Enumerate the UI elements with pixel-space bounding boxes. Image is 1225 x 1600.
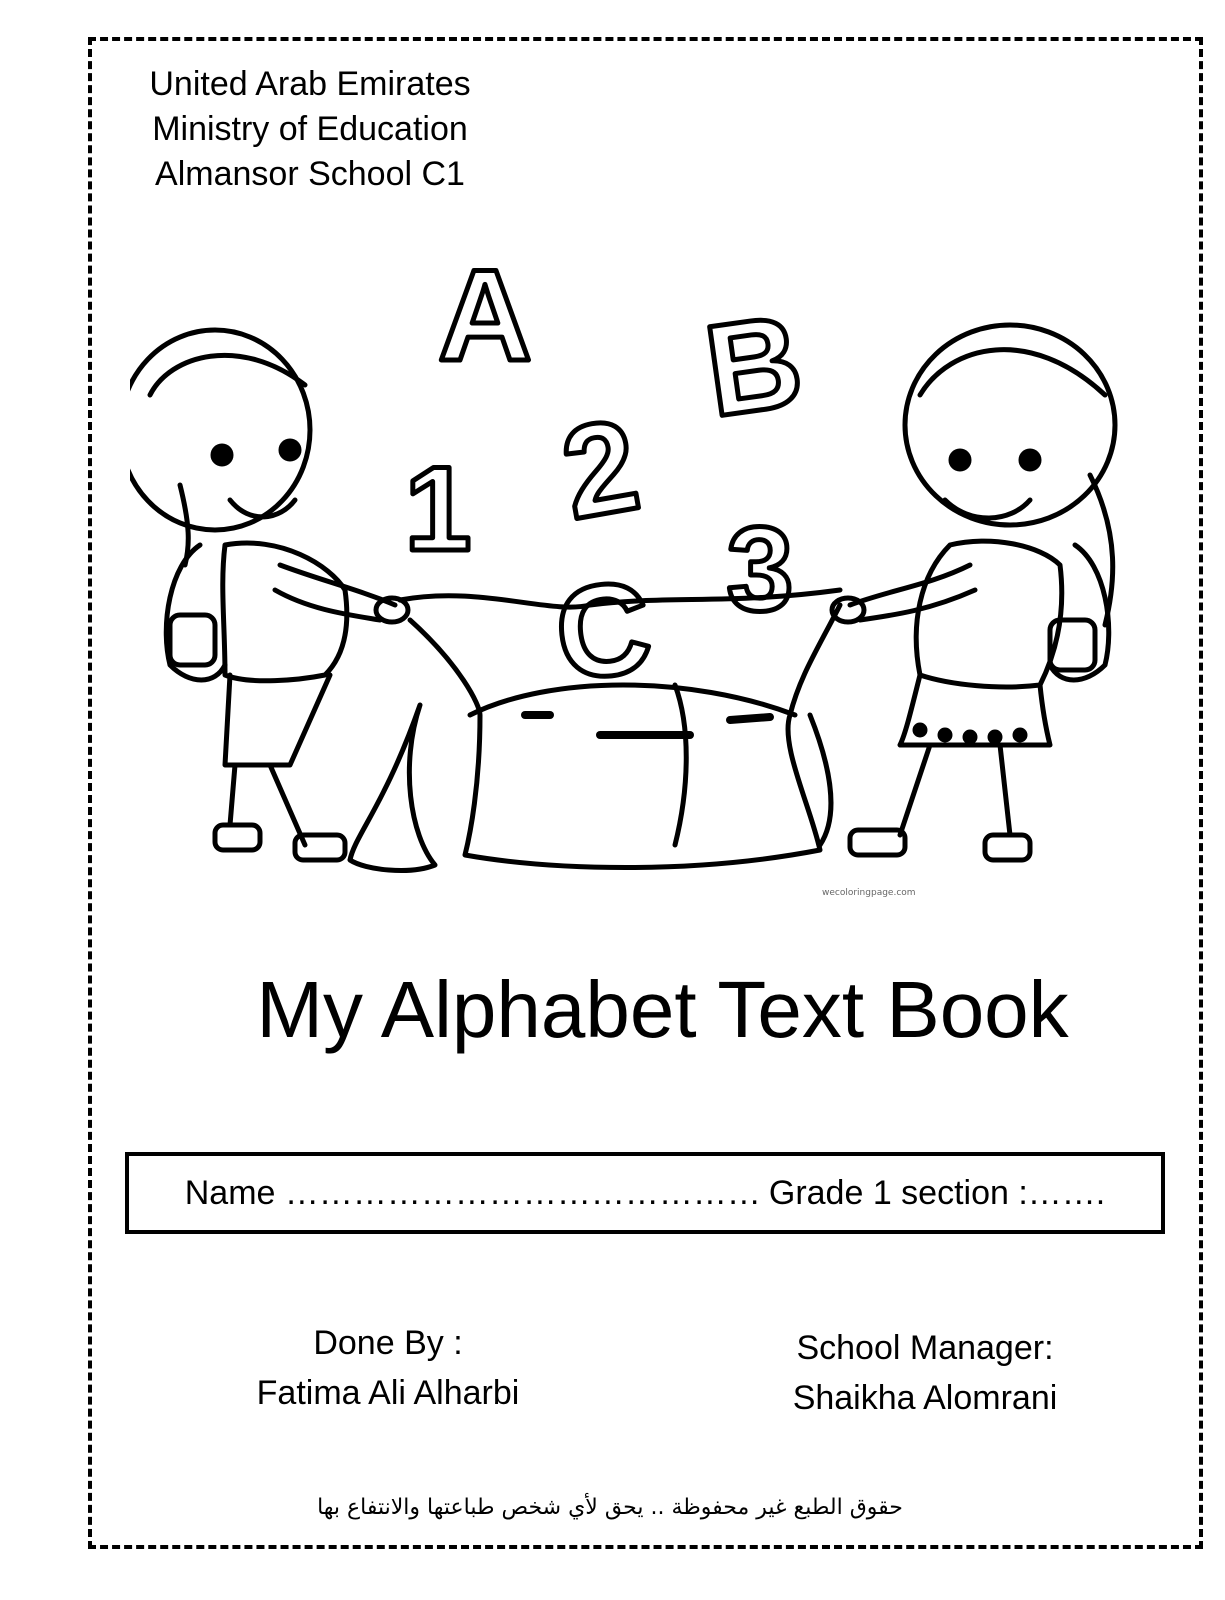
country-line: United Arab Emirates (149, 65, 471, 103)
letter-a: A (438, 245, 532, 388)
name-grade-box (125, 1152, 1165, 1234)
letters-numbers (405, 245, 811, 708)
kids-illustration (130, 245, 1120, 905)
number-3: 3 (726, 502, 794, 636)
done-by-block (218, 1318, 558, 1418)
letter-c: C (548, 552, 658, 708)
grade-section-field[interactable]: Grade 1 section :……. (768, 1173, 1106, 1212)
page-title: My Alphabet Text Book (256, 965, 1069, 1054)
school-manager-label: School Manager: (796, 1329, 1054, 1367)
girl-figure (832, 325, 1115, 860)
done-by-label: Done By : (313, 1324, 463, 1362)
number-1: 1 (404, 442, 472, 576)
letter-b: B (697, 286, 811, 445)
school-manager-name: Shaikha Alomrani (792, 1379, 1058, 1417)
watermark: wecoloringpage.com (822, 888, 916, 898)
number-2: 2 (551, 390, 649, 547)
school-manager-block (765, 1323, 1085, 1423)
school-header (100, 62, 520, 197)
name-field[interactable]: Name …………………………………… (184, 1173, 761, 1212)
copyright-notice: حقوق الطبع غير محفوظة .. يحق لأي شخص طباعتها والانتفاع بها (317, 1495, 903, 1520)
school-line: Almansor School C1 (155, 155, 465, 193)
boy-figure (130, 330, 408, 860)
ministry-line: Ministry of Education (152, 110, 468, 148)
done-by-name: Fatima Ali Alharbi (256, 1374, 520, 1412)
